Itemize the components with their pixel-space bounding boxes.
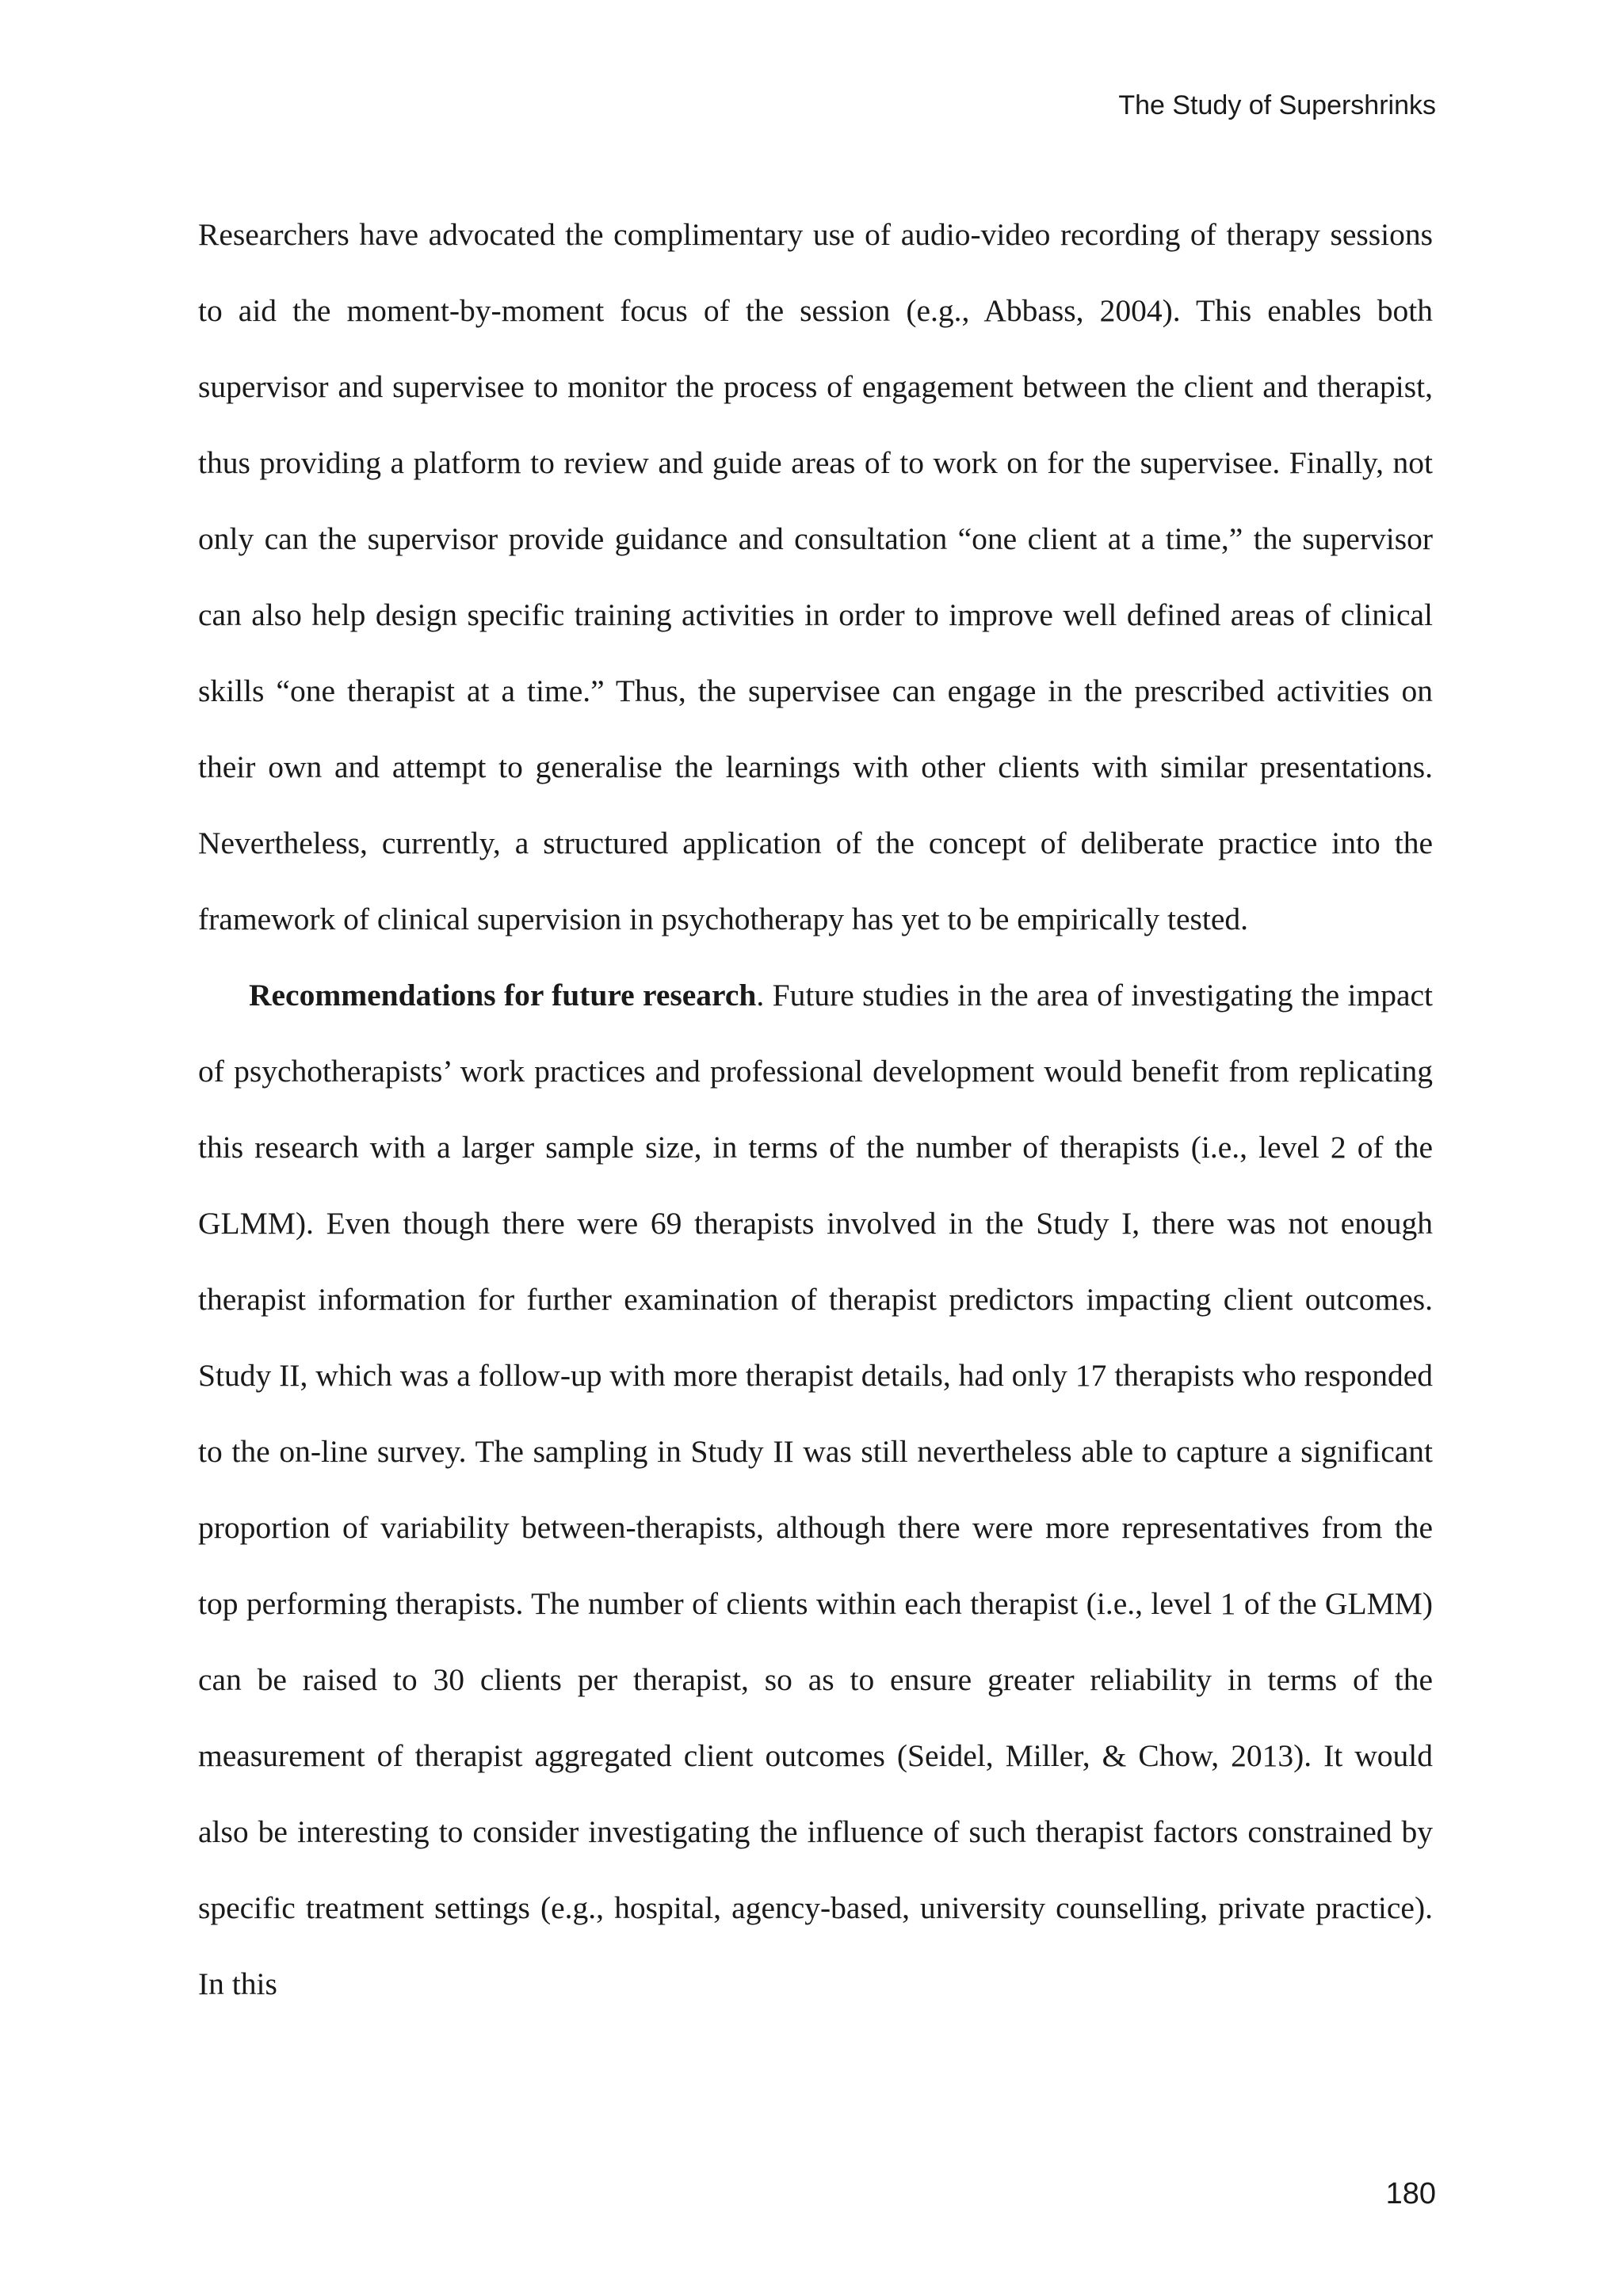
page-number: 180 [1385,2177,1436,2210]
body-paragraph: Researchers have advocated the complimentary use of audio-video recording of therapy sessions to aid the moment-by-moment focus of the session (e.g., Abbass, 2004). This enables both supervisor and supervisee to monitor the process of engagement between the client and therapist, thus providing a platform to review and guide areas of to work on for the supervisee. Finally, not only can the supervisor provide guidance and consultation “one client at a time,” the supervisor can also help design specific training activities in order to improve well defined areas of clinical skills “one therapist at a time.” Thus, the supervisee can engage in the prescribed activities on their own and attempt to generalise the learnings with other clients with similar presentations. Nevertheless, currently, a structured application of the concept of deliberate practice into the framework of clinical supervision in psychotherapy has yet to be empirically tested. [198,217,1433,936]
body-paragraph-continuation: . Future studies in the area of investigating the impact of psychotherapists’ work practices and professional development would benefit from replicating this research with a larger sample size, in terms of the number of therapists (i.e., level 2 of the GLMM). Even though there were 69 therapists involved in the Study I, there was not enough therapist information for further examination of therapist predictors impacting client outcomes. Study II, which was a follow-up with more therapist details, had only 17 therapists who responded to the on-line survey. The sampling in Study II was still nevertheless able to capture a significant proportion of variability between-therapists, although there were more representatives from the top performing therapists. The number of clients within each therapist (i.e., level 1 of the GLMM) can be raised to 30 clients per therapist, so as to ensure greater reliability in terms of the measurement of therapist aggregated client outcomes (Seidel, Miller, & Chow, 2013). It would also be interesting to consider investigating the influence of such therapist factors constrained by specific treatment settings (e.g., hospital, agency-based, university counselling, private practice). In this [198,978,1433,2001]
body-paragraph-with-heading [198,957,1433,2022]
body-text [198,196,1433,2022]
section-heading: Recommendations for future research [249,978,757,1013]
running-header-title: The Study of Supershrinks [1118,90,1436,120]
